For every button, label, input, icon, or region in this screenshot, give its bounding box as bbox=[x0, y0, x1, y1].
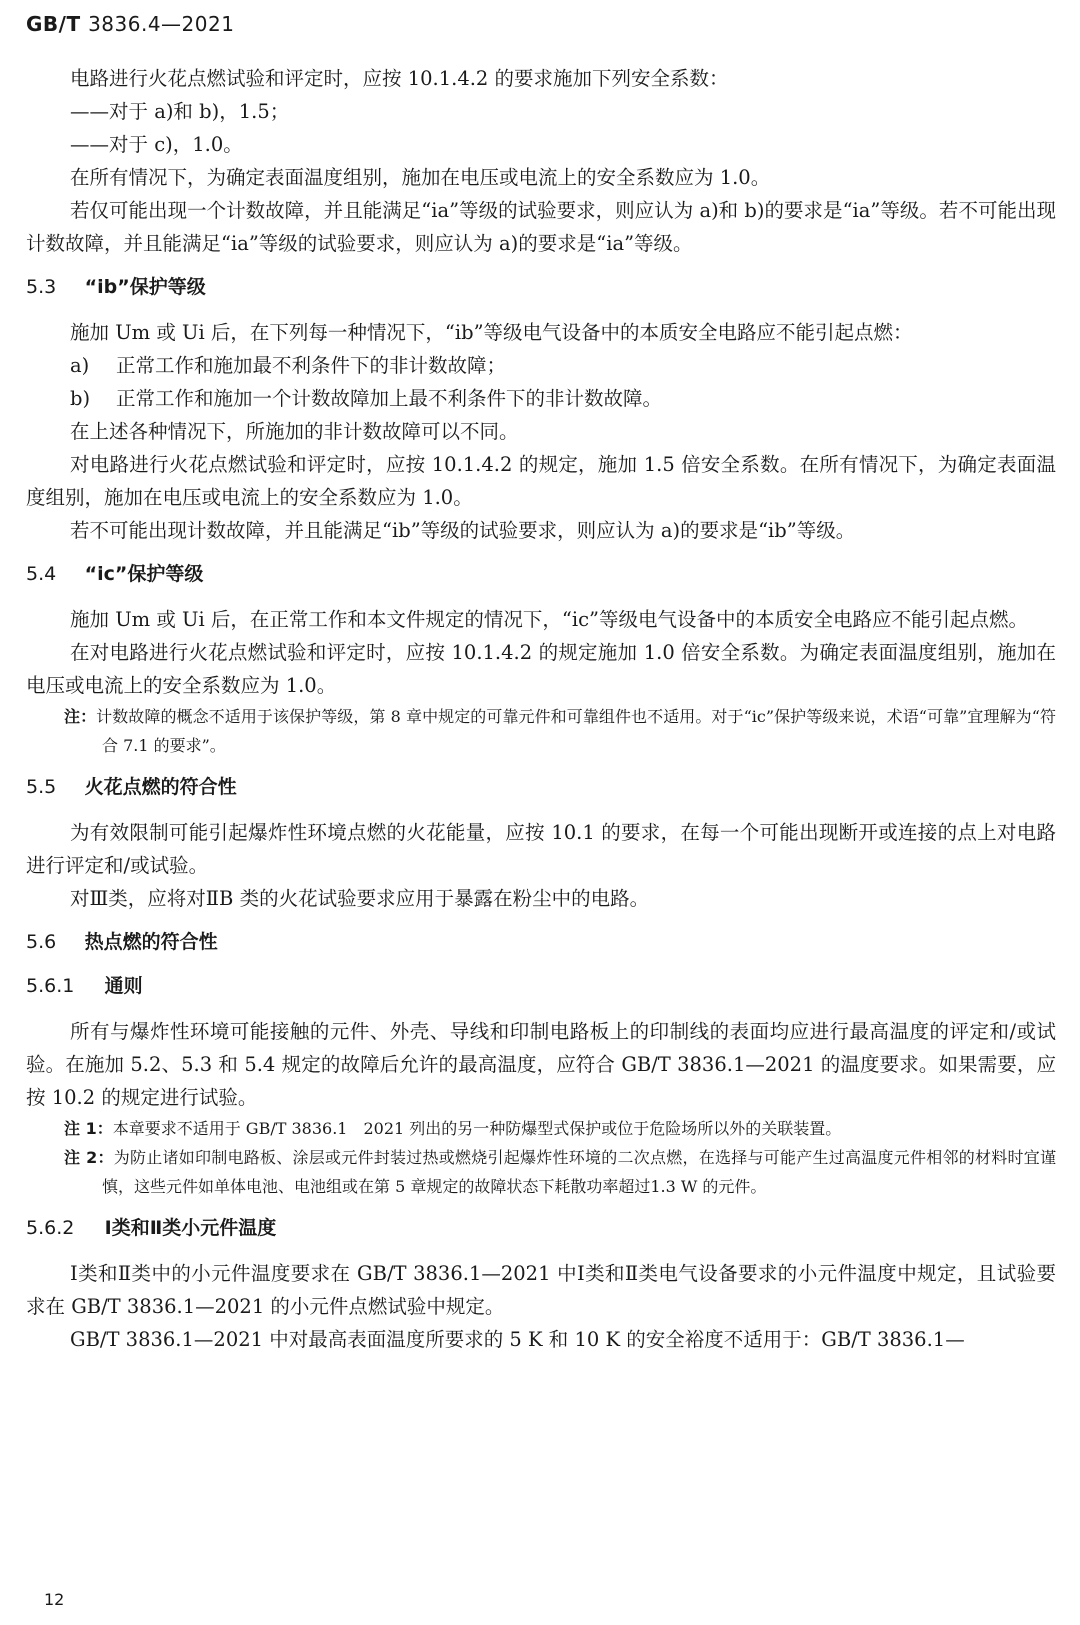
page-number: 12 bbox=[44, 1590, 65, 1609]
note-text: 为防止诸如印制电路板、涂层或元件封装过热或燃烧引起爆炸性环境的二次点燃，在选择与可能产生过高温度元件相邻的材料时宜谨慎，这些元件如单体电池、电池组或在第 5 章规定的故障状态下耗散功率超过1.3 W 的元件。 bbox=[102, 1148, 1056, 1196]
list-text: 正常工作和施加一个计数故障加上最不利条件下的非计数故障。 bbox=[116, 387, 663, 410]
dash-item: ——对于 a)和 b)，1.5； bbox=[70, 100, 290, 123]
standard-number: 3836.4—2021 bbox=[88, 12, 235, 36]
paragraph: 在对电路进行火花点燃试验和评定时，应按 10.1.4.2 的规定施加 1.0 倍安全系数。为确定表面温度组别，施加在电压或电流上的安全系数应为 1.0。 bbox=[26, 641, 1056, 697]
section-title: “ib”保护等级 bbox=[84, 276, 206, 298]
note bbox=[64, 1114, 1056, 1143]
section-number: 5.6 bbox=[26, 931, 57, 953]
note-label: 注： bbox=[64, 707, 97, 726]
list-item bbox=[26, 349, 1056, 382]
paragraph: 在所有情况下，为确定表面温度组别，施加在电压或电流上的安全系数应为 1.0。 bbox=[70, 166, 771, 189]
section-title: 火花点燃的符合性 bbox=[84, 776, 237, 798]
paragraph: 在上述各种情况下，所施加的非计数故障可以不同。 bbox=[70, 420, 519, 443]
paragraph: 若不可能出现计数故障，并且能满足“ib”等级的试验要求，则应认为 a)的要求是“ib”等级。 bbox=[70, 519, 856, 542]
section-number: 5.5 bbox=[26, 776, 57, 798]
note-label: 注 2： bbox=[64, 1148, 114, 1167]
section-heading-5-4 bbox=[26, 559, 1056, 589]
note bbox=[64, 1143, 1056, 1201]
note-text: 计数故障的概念不适用于该保护等级，第 8 章中规定的可靠元件和可靠组件也不适用。对于“ic”保护等级来说，术语“可靠”宜理解为“符合 7.1 的要求”。 bbox=[96, 707, 1056, 755]
paragraph: Ⅰ类和Ⅱ类中的小元件温度要求在 GB/T 3836.1—2021 中Ⅰ类和Ⅱ类电气设备要求的小元件温度中规定，且试验要求在 GB/T 3836.1—2021 的小元件点燃试验中规定。 bbox=[26, 1262, 1056, 1318]
section-heading-5-3 bbox=[26, 272, 1056, 302]
section-heading-5-5 bbox=[26, 772, 1056, 802]
section-number: 5.6.2 bbox=[26, 1217, 75, 1239]
paragraph: 对Ⅲ类，应将对ⅡB 类的火花试验要求应用于暴露在粉尘中的电路。 bbox=[70, 887, 650, 910]
note-label: 注 1： bbox=[64, 1119, 113, 1138]
paragraph: 施加 Um 或 Ui 后，在正常工作和本文件规定的情况下，“ic”等级电气设备中的本质安全电路应不能引起点燃。 bbox=[70, 608, 1028, 631]
paragraph: 电路进行火花点燃试验和评定时，应按 10.1.4.2 的要求施加下列安全系数： bbox=[70, 67, 729, 90]
section-title: “ic”保护等级 bbox=[84, 563, 204, 585]
note bbox=[64, 702, 1056, 760]
list-label: b) bbox=[70, 387, 91, 410]
section-heading-5-6-2 bbox=[26, 1213, 1056, 1243]
section-title: 通则 bbox=[104, 975, 143, 997]
paragraph: 所有与爆炸性环境可能接触的元件、外壳、导线和印制电路板上的印制线的表面均应进行最高温度的评定和/或试验。在施加 5.2、5.3 和 5.4 规定的故障后允许的最高温度，应符合 GB/T 3836.1—2021 的温度要求。如果需要，应按 10.2 的规定进行试验。 bbox=[26, 1020, 1056, 1109]
section-number: 5.6.1 bbox=[26, 975, 75, 997]
page-content bbox=[26, 62, 1056, 1356]
paragraph: 对电路进行火花点燃试验和评定时，应按 10.1.4.2 的规定，施加 1.5 倍安全系数。在所有情况下，为确定表面温度组别，施加在电压或电流上的安全系数应为 1.0。 bbox=[26, 453, 1056, 509]
paragraph: 若仅可能出现一个计数故障，并且能满足“ia”等级的试验要求，则应认为 a)和 b)的要求是“ia”等级。若不可能出现计数故障，并且能满足“ia”等级的试验要求，则应认为 a)的要求是“ia”等级。 bbox=[26, 199, 1056, 255]
list-text: 正常工作和施加最不利条件下的非计数故障； bbox=[116, 354, 507, 377]
paragraph: 施加 Um 或 Ui 后，在下列每一种情况下，“ib”等级电气设备中的本质安全电路应不能引起点燃： bbox=[70, 321, 913, 344]
section-title: Ⅰ类和Ⅱ类小元件温度 bbox=[104, 1217, 277, 1239]
dash-item: ——对于 c)，1.0。 bbox=[70, 133, 243, 156]
standard-prefix: GB/T bbox=[26, 12, 81, 36]
section-heading-5-6-1 bbox=[26, 971, 1056, 1001]
list-item bbox=[26, 382, 1056, 415]
page-header bbox=[26, 12, 234, 36]
section-heading-5-6 bbox=[26, 927, 1056, 957]
section-number: 5.4 bbox=[26, 563, 57, 585]
section-title: 热点燃的符合性 bbox=[84, 931, 218, 953]
paragraph: GB/T 3836.1—2021 中对最高表面温度所要求的 5 K 和 10 K 的安全裕度不适用于：GB/T 3836.1— bbox=[70, 1328, 965, 1351]
note-text: 本章要求不适用于 GB/T 3836.1 2021 列出的另一种防爆型式保护或位于危险场所以外的关联装置。 bbox=[112, 1119, 842, 1138]
list-label: a) bbox=[70, 354, 90, 377]
paragraph: 为有效限制可能引起爆炸性环境点燃的火花能量，应按 10.1 的要求，在每一个可能出现断开或连接的点上对电路进行评定和/或试验。 bbox=[26, 821, 1056, 877]
section-number: 5.3 bbox=[26, 276, 57, 298]
